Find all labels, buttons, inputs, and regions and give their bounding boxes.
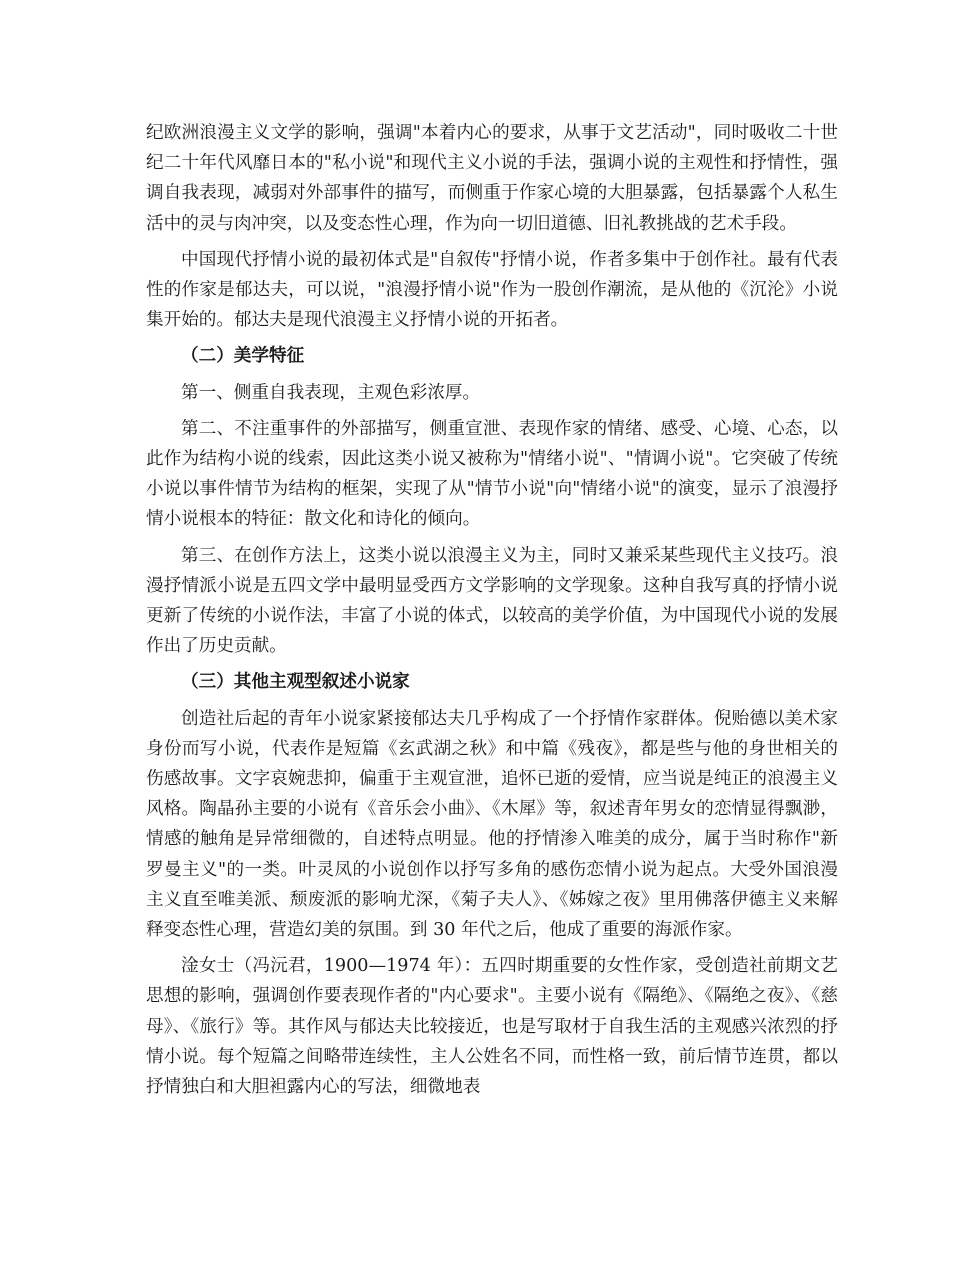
document-body <box>146 118 838 1108</box>
paragraph-origin: 中国现代抒情小说的最初体式是"自叙传"抒情小说，作者多集中于创作社。最有代表性的作家是郁达夫，可以说，"浪漫抒情小说"作为一股创作潮流，是从他的《沉沦》小说集开始的。郁达夫是现代浪漫主义抒情小说的开拓者。 <box>146 249 838 331</box>
section-heading-other-writers: （三）其他主观型叙述小说家 <box>181 672 410 693</box>
paragraph-gan-nvshi: 淦女士（冯沅君，1900—1974 年）：五四时期重要的女性作家，受创造社前期文艺思想的影响，强调创作要表现作者的"内心要求"。主要小说有《隔绝》、《隔绝之夜》、《慈母》、《旅行》等。其作风与郁达夫比较接近，也是写取材于自我生活的主观感兴浓烈的抒情小说。每个短篇之间略带连续性，主人公姓名不同，而性格一致，前后情节连贯，都以抒情独白和大胆袒露内心的写法，细微地表 <box>146 956 838 1098</box>
section-heading-aesthetics: （二）美学特征 <box>181 346 305 367</box>
paragraph-feature-3: 第三、在创作方法上，这类小说以浪漫主义为主，同时又兼采某些现代主义技巧。浪漫抒情派小说是五四文学中最明显受西方文学影响的文学现象。这种自我写真的抒情小说更新了传统的小说作法，丰富了小说的体式，以较高的美学价值，为中国现代小说的发展作出了历史贡献。 <box>146 545 838 657</box>
paragraph-feature-1: 第一、侧重自我表现，主观色彩浓厚。 <box>181 382 481 403</box>
paragraph-creation-society: 创造社后起的青年小说家紧接郁达夫几乎构成了一个抒情作家群体。倪贻德以美术家身份而写小说，代表作是短篇《玄武湖之秋》和中篇《残夜》，都是些与他的身世相关的伤感故事。文字哀婉悲抑，偏重于主观宣泄，追怀已逝的爱情，应当说是纯正的浪漫主义风格。陶晶孙主要的小说有《音乐会小曲》、《木犀》等，叙述青年男女的恋情显得飘渺，情感的触角是异常细微的，自述特点明显。他的抒情渗入唯美的成分，属于当时称作"新罗曼主义"的一类。叶灵凤的小说创作以抒写多角的感伤恋情小说为起点。大受外国浪漫主义直至唯美派、颓废派的影响尤深，《菊子夫人》、《姊嫁之夜》里用佛落伊德主义来解释变态性心理，营造幻美的氛围。到 30 年代之后，他成了重要的海派作家。 <box>146 708 838 941</box>
paragraph-feature-2: 第二、不注重事件的外部描写，侧重宣泄、表现作家的情绪、感受、心境、心态，以此作为结构小说的线索，因此这类小说又被称为"情绪小说"、"情调小说"。它突破了传统小说以事件情节为结构的框架，实现了从"情节小说"向"情绪小说"的演变，显示了浪漫抒情小说根本的特征：散文化和诗化的倾向。 <box>146 418 838 530</box>
paragraph-continued: 纪欧洲浪漫主义文学的影响，强调"本着内心的要求，从事于文艺活动"，同时吸收二十世纪二十年代风靡日本的"私小说"和现代主义小说的手法，强调小说的主观性和抒情性，强调自我表现，减弱对外部事件的描写，而侧重于作家心境的大胆暴露，包括暴露个人私生活中的灵与肉冲突，以及变态性心理，作为向一切旧道德、旧礼教挑战的艺术手段。 <box>146 123 838 234</box>
